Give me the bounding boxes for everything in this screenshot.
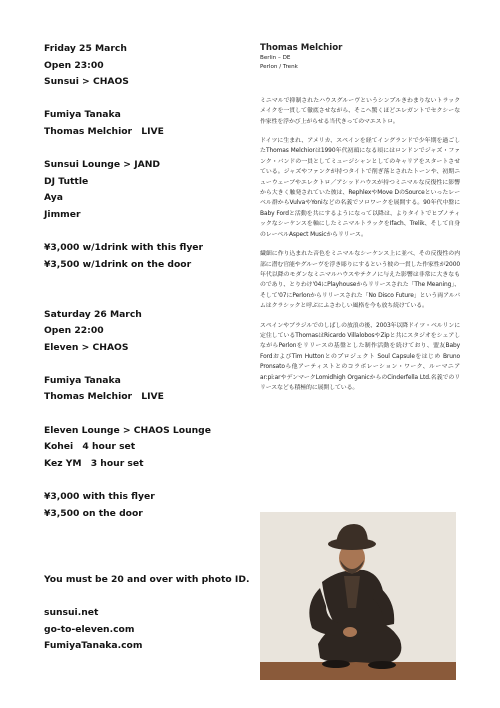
event-line: You must be 20 and over with photo ID.: [44, 574, 250, 585]
event-line: Fumiya Tanaka: [44, 109, 121, 121]
event-line: sunsui.net: [44, 607, 99, 619]
event-spacer: [44, 273, 244, 290]
event-spacer: [44, 555, 244, 572]
event-line: FumiyaTanaka.com: [44, 640, 143, 652]
photo-hand: [343, 627, 357, 637]
event-line: DJ Tuttle: [44, 175, 89, 187]
artist-city: Berlin – DE: [260, 55, 291, 61]
event-spacer: [44, 290, 244, 307]
event-spacer: [44, 522, 244, 539]
event-line: Eleven Lounge > CHAOS Lounge: [44, 424, 211, 436]
event-line: ¥3,500 w/1drink on the door: [44, 258, 192, 270]
event-line: Friday 25 March: [44, 43, 127, 54]
event-spacer: [44, 472, 244, 489]
event-line: Aya: [44, 192, 63, 204]
artist-photo: [260, 512, 456, 680]
bio-paragraph-2: ドイツに生まれ、アメリカ、スペインを経てイングランドで少年期を過ごしたThomas Melchiorは1990年代初頭になる頃にはロンドンでジャズ・ファンク・バンドの一員としてミュージシャンとしてのキャリアをスタートさせている。ジャズやファンクが持つタイトで削ぎ落とされたトーンや、初期ニューウェーブやエレクトロ／アシッドハウスが持つミニマルな反復性に影響から大きく触発されていた彼は、RephlexやMove DのSourceといったレーベル群からVulvaやYoniなどの名義でソロワークを展開する。90年代中盤にBaby Fordと活動を共にするようになって以降は、よりタイトでヒプノティックなシーケンスを軸にしたミニマルトラックをIfach、Trelik、そして自身のレーベルAspect Musicからリリース。: [260, 138, 460, 238]
photo-shoe-right: [368, 661, 396, 669]
event-info-column: [44, 41, 250, 655]
photo-floor: [260, 662, 456, 680]
artist-bio-column: [260, 43, 460, 393]
event-spacer: [44, 224, 244, 241]
bio-paragraph-1: ミニマルで抑制されたハウスグルーヴというシンプルきわまりないトラックメイクを一貫して徹底させながら、そこへ驚くほどエレガントでセクシーな作家性を浮かび上がらせる当代きってのマエストロ。: [260, 97, 460, 125]
event-line: ¥3,500 on the door: [44, 507, 143, 519]
event-line: Fumiya Tanaka: [44, 374, 121, 386]
event-spacer: [44, 356, 244, 373]
event-spacer: [44, 91, 244, 108]
event-line: Open 23:00: [44, 59, 104, 71]
artist-name: Thomas Melchior: [260, 43, 343, 53]
bio-paragraph-3: 繊細に作り込まれた音色をミニマルなシーケンス上に並べ、その反復性の内部に潜む官能やグルーヴを浮き彫りにするという彼の一貫した作家性が2000年代以降のモダンなミニマルハウスやテクノに与えた影響は非常に大きなものであり、とりわけ'04にPlayhouseからリリースされた「The Meaning」、そして'07にPerlonからリリースされた「No Disco Future」という両アルバムはクラシックと呼ぶにふさわしい風格を今も放ち続けている。: [260, 251, 460, 310]
event-line: Eleven > CHAOS: [44, 341, 129, 353]
event-line: Jimmer: [44, 208, 81, 220]
artist-labels: Perlon / Trenk: [260, 64, 298, 71]
event-line: Saturday 26 March: [44, 308, 142, 320]
event-line: ¥3,000 w/1drink with this flyer: [44, 242, 204, 254]
artist-portrait-image: [260, 512, 456, 680]
event-line: go-to-eleven.com: [44, 623, 135, 635]
photo-shoe-left: [322, 660, 350, 668]
event-line: Kez YM 3 hour set: [44, 457, 144, 469]
event-line: ¥3,000 with this flyer: [44, 491, 155, 503]
bio-paragraph-4: スペインやブラジルでのしばしの放浪の後、2003年以降ドイツ・ベルリンに定住しているThomasはRicardo VillalobosやZipと共にスタジオをシェアしながらPerlonをリリースの基盤とした制作活動を続けており、盟友Baby FordおよびTim Huttonとのプロジェクト Soul Capsuleをはじめ Bruno Pronsatoら他アーティストとのコラボレーション・ワーク、ルーマニアar:pi:arやデンマークLomidhigh OrganicからのCinderfella Ltd.名義でのリリースなども積極的に展開している。: [260, 322, 460, 391]
event-line: Thomas Melchior LIVE: [44, 391, 164, 403]
event-line: Sunsui > CHAOS: [44, 76, 129, 88]
event-spacer: [44, 589, 244, 606]
event-spacer: [44, 539, 244, 556]
event-spacer: [44, 406, 244, 423]
event-spacer: [44, 141, 244, 158]
event-line: Kohei 4 hour set: [44, 441, 136, 453]
event-line: Sunsui Lounge > JAND: [44, 159, 161, 171]
event-line: Open 22:00: [44, 325, 104, 337]
event-line: Thomas Melchior LIVE: [44, 125, 164, 137]
